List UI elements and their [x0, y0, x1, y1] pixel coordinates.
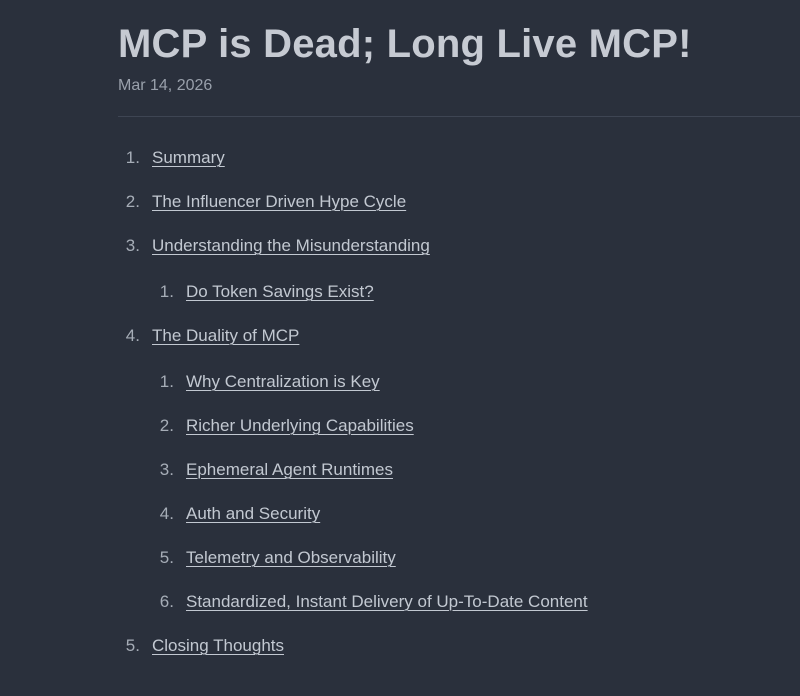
toc-link-token-savings[interactable]: Do Token Savings Exist? [186, 282, 374, 301]
toc-link-closing-thoughts[interactable]: Closing Thoughts [152, 636, 284, 655]
toc-subitem [152, 592, 800, 612]
toc-subitem [152, 372, 800, 392]
table-of-contents [118, 148, 800, 656]
toc-item [118, 636, 800, 656]
toc-list [118, 148, 800, 656]
header-divider [118, 116, 800, 117]
toc-item [118, 236, 800, 302]
toc-link-duality-of-mcp[interactable]: The Duality of MCP [152, 326, 300, 345]
toc-subitem [152, 548, 800, 568]
post-date: Mar 14, 2026 [118, 77, 213, 94]
toc-sublist [152, 282, 800, 302]
toc-link-auth-security[interactable]: Auth and Security [186, 504, 321, 523]
toc-link-understanding-misunderstanding[interactable]: Understanding the Misunderstanding [152, 236, 430, 255]
toc-link-telemetry-observability[interactable]: Telemetry and Observability [186, 548, 396, 567]
toc-item [118, 192, 800, 212]
toc-subitem [152, 504, 800, 524]
toc-subitem [152, 282, 800, 302]
post-header [118, 20, 800, 96]
page-title: MCP is Dead; Long Live MCP! [118, 22, 692, 66]
toc-subitem [152, 416, 800, 436]
toc-link-influencer-hype-cycle[interactable]: The Influencer Driven Hype Cycle [152, 192, 407, 211]
toc-item [118, 326, 800, 612]
toc-link-agent-runtimes[interactable]: Ephemeral Agent Runtimes [186, 460, 393, 479]
toc-link-content-delivery[interactable]: Standardized, Instant Delivery of Up-To-Date Content [186, 592, 588, 611]
toc-item [118, 148, 800, 168]
toc-link-centralization-key[interactable]: Why Centralization is Key [186, 372, 380, 391]
toc-sublist [152, 372, 800, 612]
toc-link-underlying-capabilities[interactable]: Richer Underlying Capabilities [186, 416, 414, 435]
toc-link-summary[interactable]: Summary [152, 148, 225, 167]
toc-subitem [152, 460, 800, 480]
